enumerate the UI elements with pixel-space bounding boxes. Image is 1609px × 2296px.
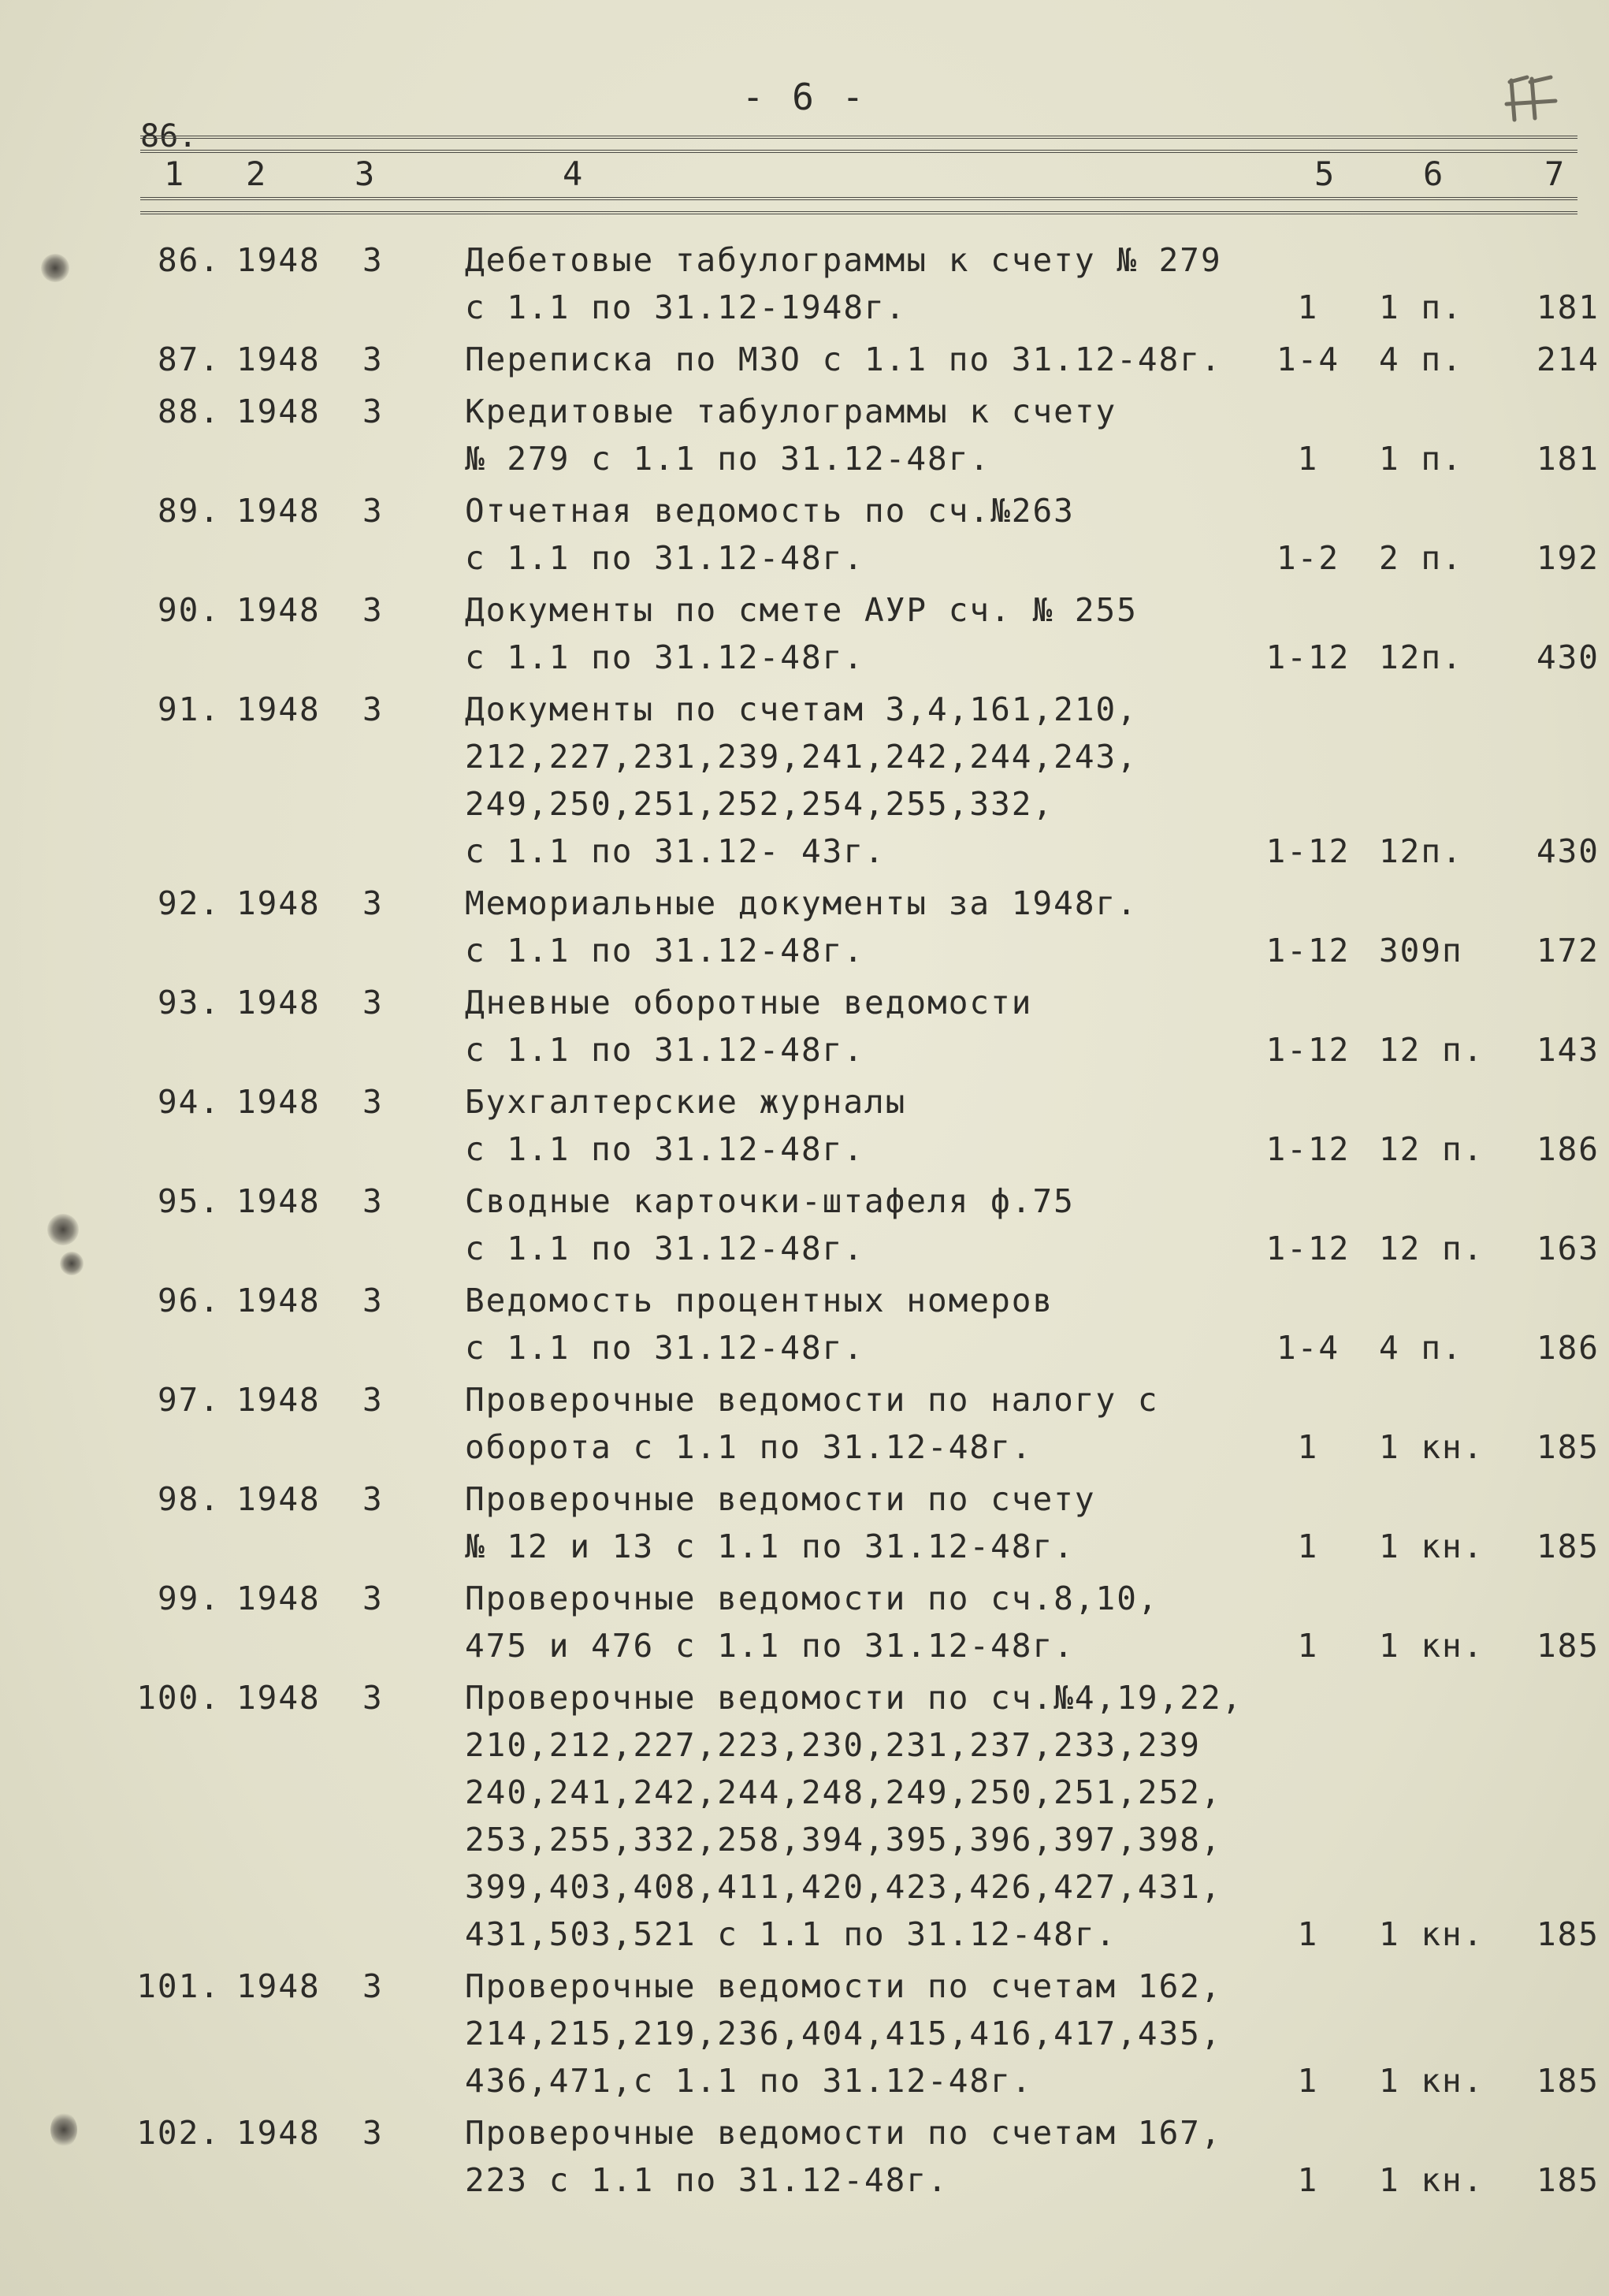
- entry-number: 100.: [136, 1679, 221, 1717]
- entry-year: 1948: [236, 393, 321, 430]
- entry-year: 1948: [236, 1282, 321, 1319]
- entry-inventory: 3: [362, 591, 384, 629]
- entry-number: 101.: [136, 1967, 221, 2005]
- entry-shelf: 185: [1536, 1428, 1600, 1466]
- entry-inventory: 3: [362, 690, 384, 728]
- entry-title-line: 399,403,408,411,420,423,426,427,431,: [465, 1868, 1222, 1906]
- entry-title-line: с 1.1 по 31.12- 43г.: [465, 832, 886, 870]
- entry-sheets: 1-12: [1265, 1130, 1351, 1168]
- entry-title-line: 436,471,с 1.1 по 31.12-48г.: [465, 2062, 1033, 2100]
- entry-number: 90.: [157, 591, 221, 629]
- binding-hole: [50, 2112, 77, 2147]
- column-header-6: 6: [1423, 154, 1444, 193]
- entry-sheets: 1-4: [1276, 340, 1340, 378]
- entry-year: 1948: [236, 241, 321, 279]
- entry-title-line: Проверочные ведомости по счету: [465, 1480, 1096, 1518]
- entry-year: 1948: [236, 1480, 321, 1518]
- entry-title-line: 214,215,219,236,404,415,416,417,435,: [465, 2015, 1222, 2052]
- header-rule-bottom: [140, 197, 1577, 214]
- entry-sheets: 1: [1297, 1428, 1319, 1466]
- column-headers: [0, 154, 1609, 202]
- entry-shelf: 143: [1536, 1031, 1600, 1069]
- entry-shelf: 172: [1536, 932, 1600, 969]
- entry-title-line: Дневные оборотные ведомости: [465, 984, 1033, 1021]
- entry-title-line: Переписка по МЗО с 1.1 по 31.12-48г.: [465, 340, 1222, 378]
- entry-inventory: 3: [362, 1480, 384, 1518]
- page-number: - 6 -: [741, 76, 868, 118]
- entry-number: 99.: [157, 1580, 221, 1617]
- entry-title-line: с 1.1 по 31.12-48г.: [465, 638, 864, 676]
- column-header-2: 2: [246, 154, 266, 193]
- entry-title-line: оборота с 1.1 по 31.12-48г.: [465, 1428, 1033, 1466]
- entry-pages: 1 п.: [1379, 288, 1463, 326]
- entry-title-line: 240,241,242,244,248,249,250,251,252,: [465, 1773, 1222, 1811]
- entry-year: 1948: [236, 1381, 321, 1419]
- binding-hole: [60, 1252, 84, 1275]
- entry-title-line: Дебетовые табулограммы к счету № 279: [465, 241, 1222, 279]
- entry-year: 1948: [236, 492, 321, 530]
- entry-inventory: 3: [362, 492, 384, 530]
- entry-title-line: Документы по смете АУР сч. № 255: [465, 591, 1138, 629]
- entry-title-line: с 1.1 по 31.12-48г.: [465, 539, 864, 577]
- entry-number: 86.: [157, 241, 221, 279]
- entry-pages: 12 п.: [1379, 1230, 1485, 1267]
- binding-hole: [41, 254, 69, 282]
- entry-shelf: 186: [1536, 1329, 1600, 1367]
- entry-year: 1948: [236, 690, 321, 728]
- entry-year: 1948: [236, 1580, 321, 1617]
- entry-year: 1948: [236, 340, 321, 378]
- entry-inventory: 3: [362, 1083, 384, 1121]
- entry-title-line: 253,255,332,258,394,395,396,397,398,: [465, 1821, 1222, 1859]
- entry-sheets: 1: [1297, 288, 1319, 326]
- entry-sheets: 1: [1297, 2062, 1319, 2100]
- entry-sheets: 1-12: [1265, 832, 1351, 870]
- entry-inventory: 3: [362, 1282, 384, 1319]
- entry-title-line: № 279 с 1.1 по 31.12-48г.: [465, 440, 991, 478]
- entry-inventory: 3: [362, 1381, 384, 1419]
- archive-folio-mark: [1503, 73, 1559, 128]
- entry-pages: 2 п.: [1379, 539, 1463, 577]
- entry-title-line: Сводные карточки-штафеля ф.75: [465, 1182, 1075, 1220]
- entry-number: 97.: [157, 1381, 221, 1419]
- entry-shelf: 185: [1536, 2161, 1600, 2199]
- entry-sheets: 1: [1297, 1528, 1319, 1565]
- entry-shelf: 186: [1536, 1130, 1600, 1168]
- entry-pages: 1 п.: [1379, 440, 1463, 478]
- entry-title-line: с 1.1 по 31.12-48г.: [465, 1329, 864, 1367]
- entry-sheets: 1-12: [1265, 932, 1351, 969]
- entry-number: 89.: [157, 492, 221, 530]
- entry-inventory: 3: [362, 1679, 384, 1717]
- entry-inventory: 3: [362, 884, 384, 922]
- entry-title-line: с 1.1 по 31.12-48г.: [465, 932, 864, 969]
- entry-inventory: 3: [362, 241, 384, 279]
- entry-shelf: 185: [1536, 2062, 1600, 2100]
- entry-inventory: 3: [362, 340, 384, 378]
- entry-shelf: 185: [1536, 1915, 1600, 1953]
- entry-number: 91.: [157, 690, 221, 728]
- entry-year: 1948: [236, 1967, 321, 2005]
- entry-title-line: Бухгалтерские журналы: [465, 1083, 907, 1121]
- entry-inventory: 3: [362, 2114, 384, 2152]
- entry-shelf: 214: [1536, 340, 1600, 378]
- entry-number: 87.: [157, 340, 221, 378]
- entry-number: 96.: [157, 1282, 221, 1319]
- entry-title-line: Мемориальные документы за 1948г.: [465, 884, 1138, 922]
- binding-hole: [47, 1214, 79, 1245]
- entry-number: 95.: [157, 1182, 221, 1220]
- entry-sheets: 1: [1297, 1627, 1319, 1665]
- column-header-3: 3: [355, 154, 375, 193]
- entry-sheets: 1: [1297, 1915, 1319, 1953]
- entry-title-line: Проверочные ведомости по налогу с: [465, 1381, 1159, 1419]
- entry-inventory: 3: [362, 1182, 384, 1220]
- entry-title-line: Документы по счетам 3,4,161,210,: [465, 690, 1138, 728]
- entry-pages: 309п: [1379, 932, 1463, 969]
- entry-year: 1948: [236, 884, 321, 922]
- entry-year: 1948: [236, 1083, 321, 1121]
- entry-pages: 12 п.: [1379, 1130, 1485, 1168]
- entry-title-line: Проверочные ведомости по счетам 162,: [465, 1967, 1222, 2005]
- entry-title-line: 431,503,521 с 1.1 по 31.12-48г.: [465, 1915, 1117, 1953]
- header-rule-top: [140, 136, 1577, 153]
- entry-shelf: 185: [1536, 1627, 1600, 1665]
- entry-shelf: 430: [1536, 638, 1600, 676]
- entry-year: 1948: [236, 984, 321, 1021]
- column-header-4: 4: [563, 154, 583, 193]
- entry-number: 94.: [157, 1083, 221, 1121]
- entry-pages: 1 кн.: [1379, 1627, 1485, 1665]
- entry-shelf: 163: [1536, 1230, 1600, 1267]
- entry-sheets: 1-12: [1265, 1230, 1351, 1267]
- entry-sheets: 1-12: [1265, 638, 1351, 676]
- entry-shelf: 181: [1536, 288, 1600, 326]
- entry-sheets: 1-12: [1265, 1031, 1351, 1069]
- entry-pages: 12п.: [1379, 832, 1463, 870]
- entry-title-line: 475 и 476 с 1.1 по 31.12-48г.: [465, 1627, 1075, 1665]
- entry-pages: 4 п.: [1379, 1329, 1463, 1367]
- column-header-7: 7: [1544, 154, 1565, 193]
- entry-pages: 1 кн.: [1379, 2062, 1485, 2100]
- entry-number: 93.: [157, 984, 221, 1021]
- entry-title-line: Отчетная ведомость по сч.№263: [465, 492, 1075, 530]
- entry-title-line: Проверочные ведомости по счетам 167,: [465, 2114, 1222, 2152]
- entry-title-line: 223 с 1.1 по 31.12-48г.: [465, 2161, 949, 2199]
- entry-inventory: 3: [362, 1967, 384, 2005]
- column-header-5: 5: [1314, 154, 1335, 193]
- entry-pages: 1 кн.: [1379, 1915, 1485, 1953]
- entry-pages: 12п.: [1379, 638, 1463, 676]
- entry-sheets: 1: [1297, 2161, 1319, 2199]
- entry-sheets: 1-2: [1276, 539, 1340, 577]
- entry-sheets: 1-4: [1276, 1329, 1340, 1367]
- entry-title-line: с 1.1 по 31.12-48г.: [465, 1031, 864, 1069]
- carry-over-number: 86.: [140, 118, 198, 154]
- entry-number: 92.: [157, 884, 221, 922]
- entry-pages: 12 п.: [1379, 1031, 1485, 1069]
- entry-shelf: 192: [1536, 539, 1600, 577]
- entry-year: 1948: [236, 1182, 321, 1220]
- entry-inventory: 3: [362, 984, 384, 1021]
- entry-inventory: 3: [362, 393, 384, 430]
- entry-title-line: с 1.1 по 31.12-48г.: [465, 1230, 864, 1267]
- entry-title-line: с 1.1 по 31.12-48г.: [465, 1130, 864, 1168]
- entry-number: 98.: [157, 1480, 221, 1518]
- entry-number: 88.: [157, 393, 221, 430]
- entry-shelf: 181: [1536, 440, 1600, 478]
- entry-pages: 1 кн.: [1379, 1528, 1485, 1565]
- entry-title-line: с 1.1 по 31.12-1948г.: [465, 288, 907, 326]
- entry-title-line: № 12 и 13 с 1.1 по 31.12-48г.: [465, 1528, 1075, 1565]
- entry-title-line: Кредитовые табулограммы к счету: [465, 393, 1117, 430]
- entry-year: 1948: [236, 2114, 321, 2152]
- entry-shelf: 430: [1536, 832, 1600, 870]
- entry-title-line: Ведомость процентных номеров: [465, 1282, 1054, 1319]
- entry-title-line: 210,212,227,223,230,231,237,233,239: [465, 1726, 1201, 1764]
- entry-title-line: 249,250,251,252,254,255,332,: [465, 785, 1054, 823]
- entry-title-line: Проверочные ведомости по сч.№4,19,22,: [465, 1679, 1243, 1717]
- column-header-1: 1: [164, 154, 184, 193]
- entry-pages: 4 п.: [1379, 340, 1463, 378]
- entry-pages: 1 кн.: [1379, 1428, 1485, 1466]
- entry-number: 102.: [136, 2114, 221, 2152]
- entry-pages: 1 кн.: [1379, 2161, 1485, 2199]
- entry-year: 1948: [236, 1679, 321, 1717]
- entry-year: 1948: [236, 591, 321, 629]
- entry-title-line: 212,227,231,239,241,242,244,243,: [465, 738, 1138, 776]
- entry-inventory: 3: [362, 1580, 384, 1617]
- entry-sheets: 1: [1297, 440, 1319, 478]
- entry-shelf: 185: [1536, 1528, 1600, 1565]
- entry-title-line: Проверочные ведомости по сч.8,10,: [465, 1580, 1159, 1617]
